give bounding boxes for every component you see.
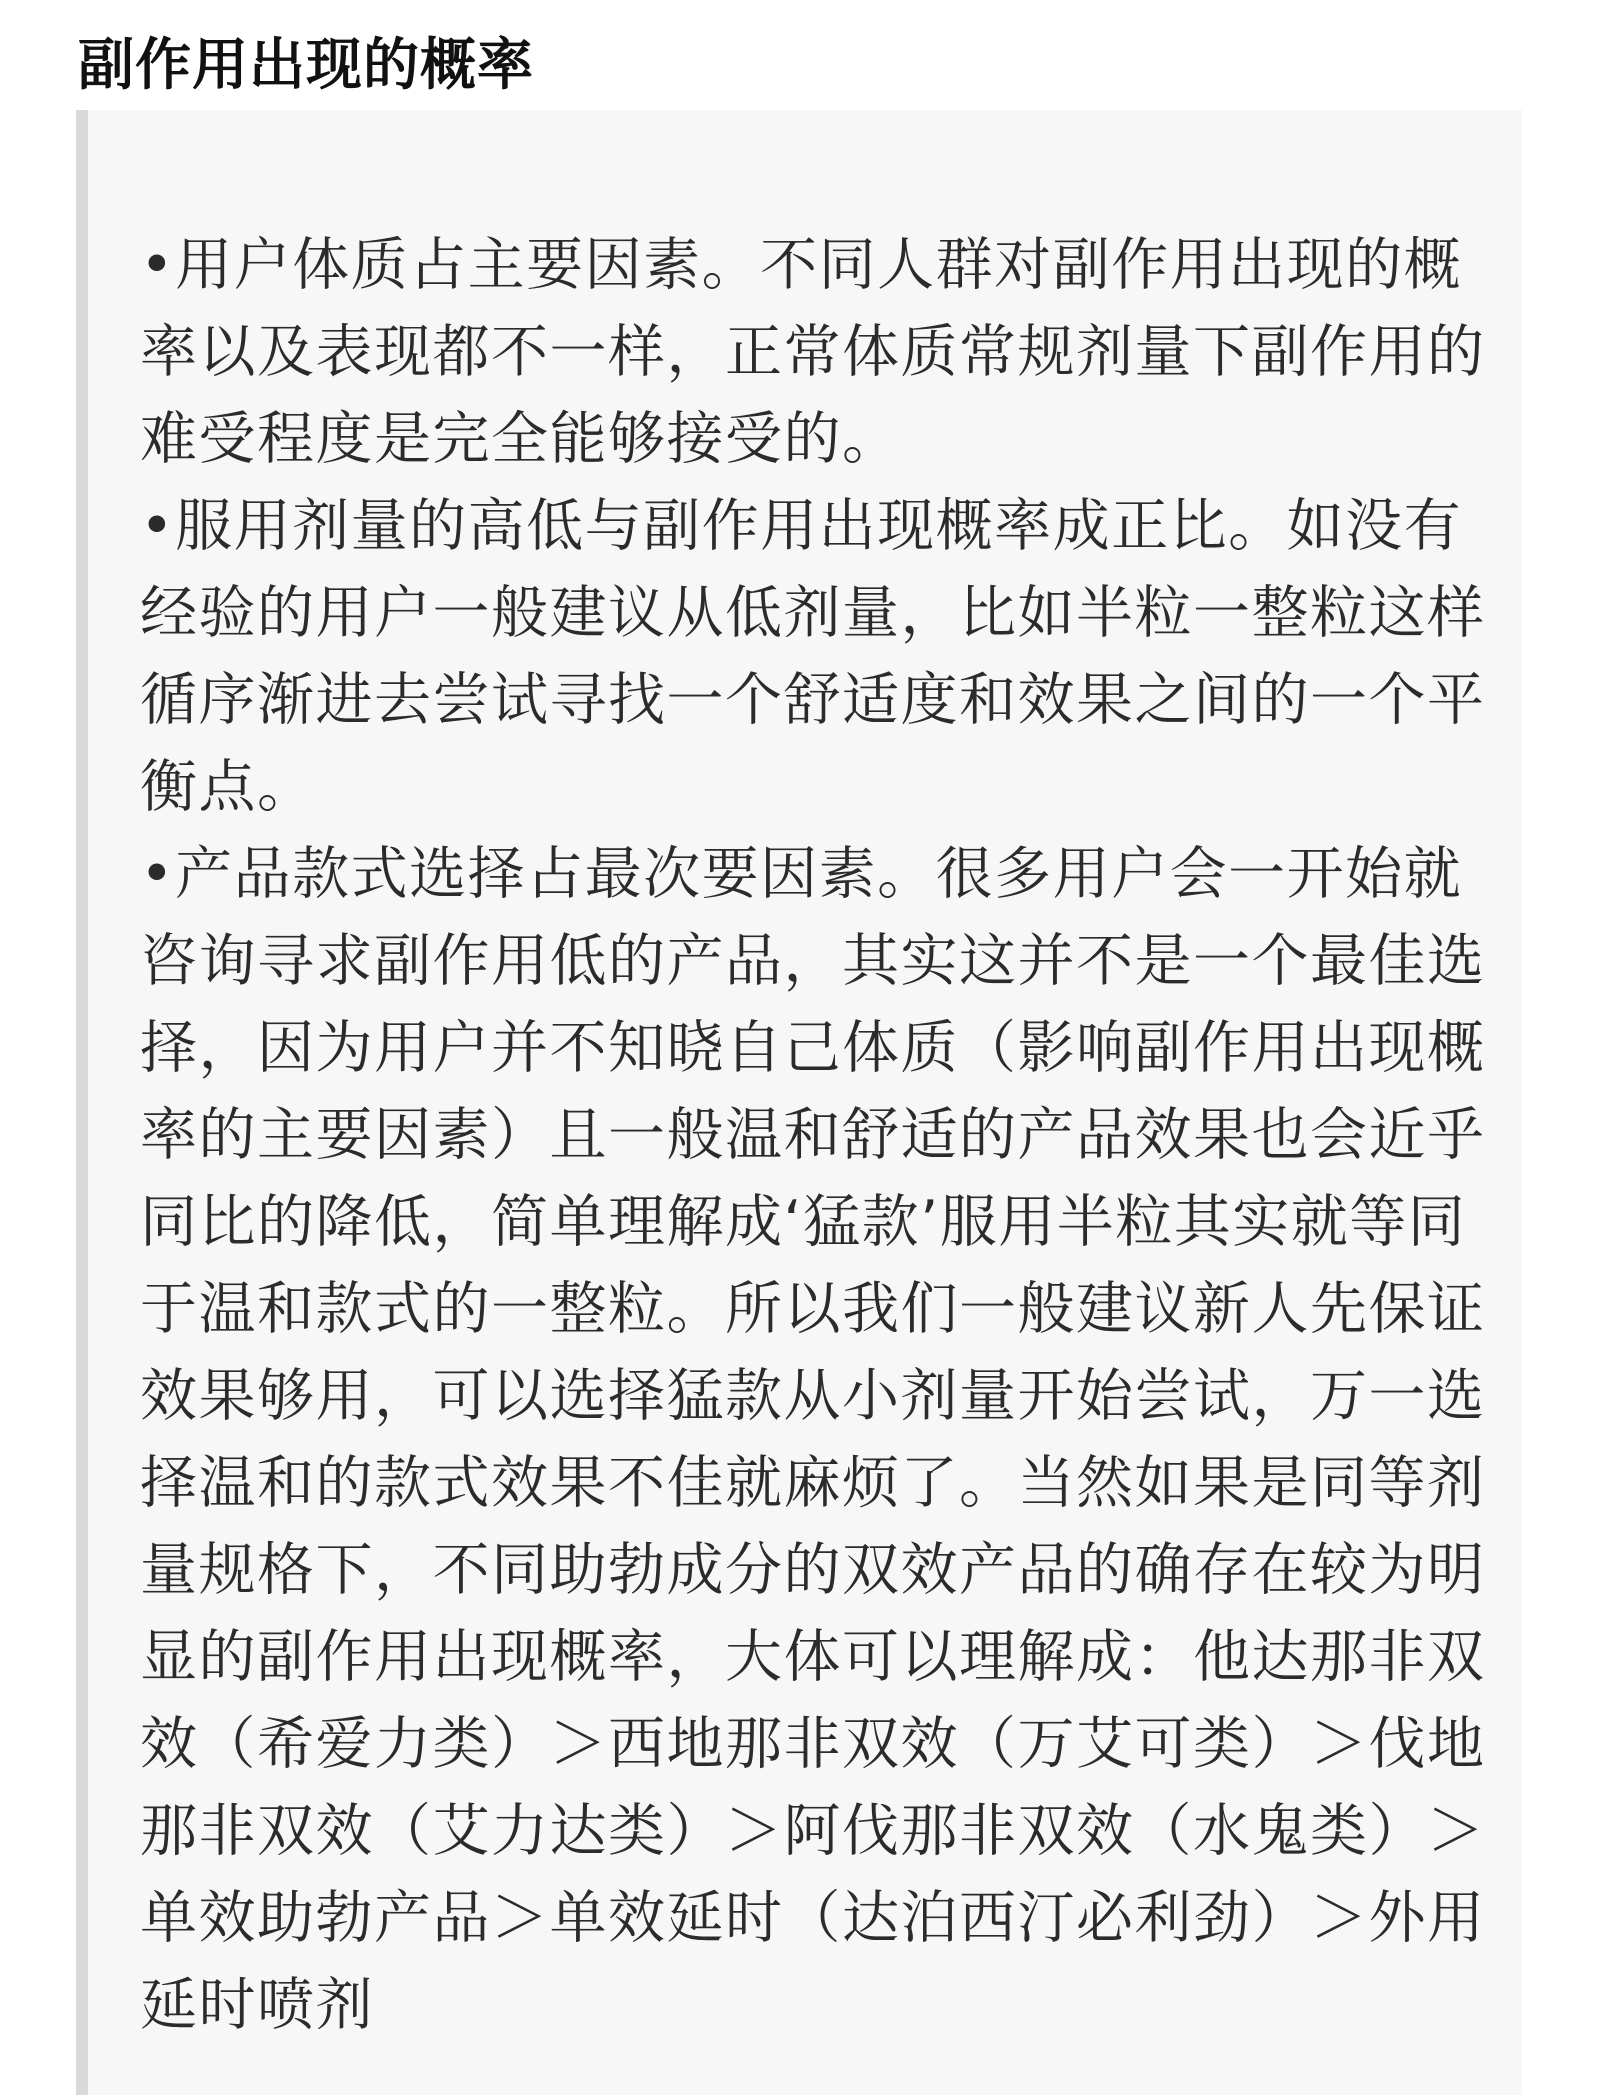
body-text	[140, 222, 1520, 2049]
paragraph-product-choice: •产品款式选择占最次要因素。很多用户会一开始就咨询寻求副作用低的产品，其实这并不是一个最佳选择，因为用户并不知晓自己体质（影响副作用出现概率的主要因素）且一般温和舒适的产品效果也会近乎同比的降低，简单理解成‘猛款’服用半粒其实就等同于温和款式的一整粒。所以我们一般建议新人先保证效果够用，可以选择猛款从小剂量开始尝试，万一选择温和的款式效果不佳就麻烦了。当然如果是同等剂量规格下，不同助勃成分的双效产品的确存在较为明显的副作用出现概率，大体可以理解成：他达那非双效（希爱力类）＞西地那非双效（万艾可类）＞伐地那非双效（艾力达类）＞阿伐那非双效（水鬼类）＞单效助勃产品＞单效延时（达泊西汀必利劲）＞外用延时喷剂	[140, 841, 1486, 2038]
paragraph-user-constitution: •用户体质占主要因素。不同人群对副作用出现的概率以及表现都不一样，正常体质常规剂量下副作用的难受程度是完全能够接受的。	[140, 232, 1486, 472]
paragraph-dosage: •服用剂量的高低与副作用出现概率成正比。如没有经验的用户一般建议从低剂量，比如半粒一整粒这样循序渐进去尝试寻找一个舒适度和效果之间的一个平衡点。	[140, 493, 1486, 820]
quote-block	[76, 110, 1522, 2095]
section-heading: 副作用出现的概率	[78, 33, 534, 98]
